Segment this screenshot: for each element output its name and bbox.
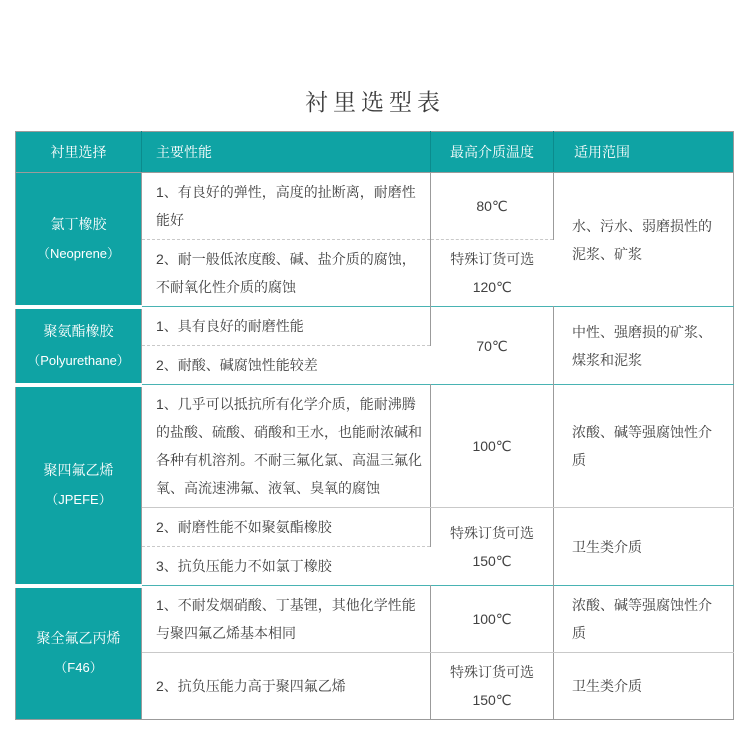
- header-lining: 衬里选择: [16, 132, 142, 173]
- temperature-cell: [431, 307, 554, 385]
- temp-value: 70℃: [476, 337, 508, 354]
- header-performance: 主要性能: [142, 132, 431, 173]
- performance-cell: 1、有良好的弹性，高度的扯断离，耐磨性能好: [142, 173, 431, 240]
- temp-value: 100℃: [472, 611, 512, 627]
- temp-value: 80℃: [476, 198, 508, 214]
- range-cell: 中性、强磨损的矿浆、煤浆和泥浆: [554, 307, 734, 385]
- range-cell: 浓酸、碱等强腐蚀性介质: [554, 586, 734, 653]
- performance-cell: 2、抗负压能力高于聚四氟乙烯: [142, 653, 431, 720]
- lining-name-en: （Neoprene）: [36, 245, 121, 261]
- performance-cell: 2、耐磨性能不如聚氨酯橡胶: [142, 508, 431, 547]
- range-cell: 卫生类介质: [572, 538, 642, 555]
- lining-name-cn: 氯丁橡胶: [50, 215, 107, 232]
- lining-name-cn: 聚全氟乙丙烯: [36, 630, 121, 647]
- temperature-cell: [431, 240, 554, 307]
- performance-cell: 1、不耐发烟硝酸、丁基锂，其他化学性能与聚四氟乙烯基本相同: [142, 586, 431, 653]
- temperature-cell: [431, 653, 554, 720]
- table-row: [16, 307, 734, 346]
- lining-name-cn: 聚氨酯橡胶: [43, 322, 114, 339]
- temp-value: 100℃: [472, 438, 512, 454]
- performance-cell: 2、耐一般低浓度酸、碱、盐介质的腐蚀，不耐氧化性介质的腐蚀: [142, 240, 431, 307]
- table-row: [16, 385, 734, 508]
- temp-prefix: 特殊订货可选: [450, 524, 534, 541]
- temp-value: 120℃: [472, 279, 512, 295]
- lining-name-cn: 聚四氟乙烯: [43, 462, 114, 478]
- page-title: 衬里选型表: [305, 89, 445, 115]
- temperature-cell: [431, 385, 554, 508]
- temperature-cell: [431, 173, 554, 240]
- range-cell: 卫生类介质: [572, 678, 642, 694]
- header-row: [16, 132, 734, 173]
- lining-cell-jpefe: [16, 385, 142, 586]
- lining-cell-polyurethane: [16, 307, 142, 385]
- temp-prefix: 特殊订货可选: [450, 664, 534, 680]
- lining-name-en: （Polyurethane）: [27, 352, 130, 368]
- temperature-cell: [431, 508, 554, 586]
- performance-cell: 2、耐酸、碱腐蚀性能较差: [156, 357, 318, 373]
- lining-selection-table: [15, 131, 734, 720]
- temperature-cell: [431, 586, 554, 653]
- table-row: [16, 173, 734, 240]
- header-range: 适用范围: [554, 132, 734, 173]
- lining-name-en: （F46）: [54, 660, 103, 676]
- table-row: [16, 586, 734, 653]
- performance-cell: 3、抗负压能力不如氯丁橡胶: [156, 558, 332, 574]
- lining-name-en: （JPEFE）: [45, 492, 112, 507]
- range-cell: 水、污水、弱磨损性的泥浆、矿浆: [572, 217, 712, 262]
- temp-prefix: 特殊订货可选: [450, 251, 535, 267]
- lining-cell-f46: [16, 586, 142, 720]
- range-cell: 浓酸、碱等强腐蚀性介质: [554, 385, 734, 508]
- temp-value: 150℃: [472, 692, 512, 708]
- performance-cell: 1、几乎可以抵抗所有化学介质，能耐沸腾的盐酸、硫酸、硝酸和王水，也能耐浓碱和各种有机溶剂。不耐三氟化氯、高温三氟化氧、高流速沸氟、液氧、臭氧的腐蚀: [142, 385, 431, 508]
- performance-cell: 1、具有良好的耐磨性能: [142, 307, 431, 346]
- header-temperature: 最高介质温度: [431, 132, 554, 173]
- temp-value: 150℃: [472, 552, 512, 569]
- lining-cell-neoprene: [16, 173, 142, 307]
